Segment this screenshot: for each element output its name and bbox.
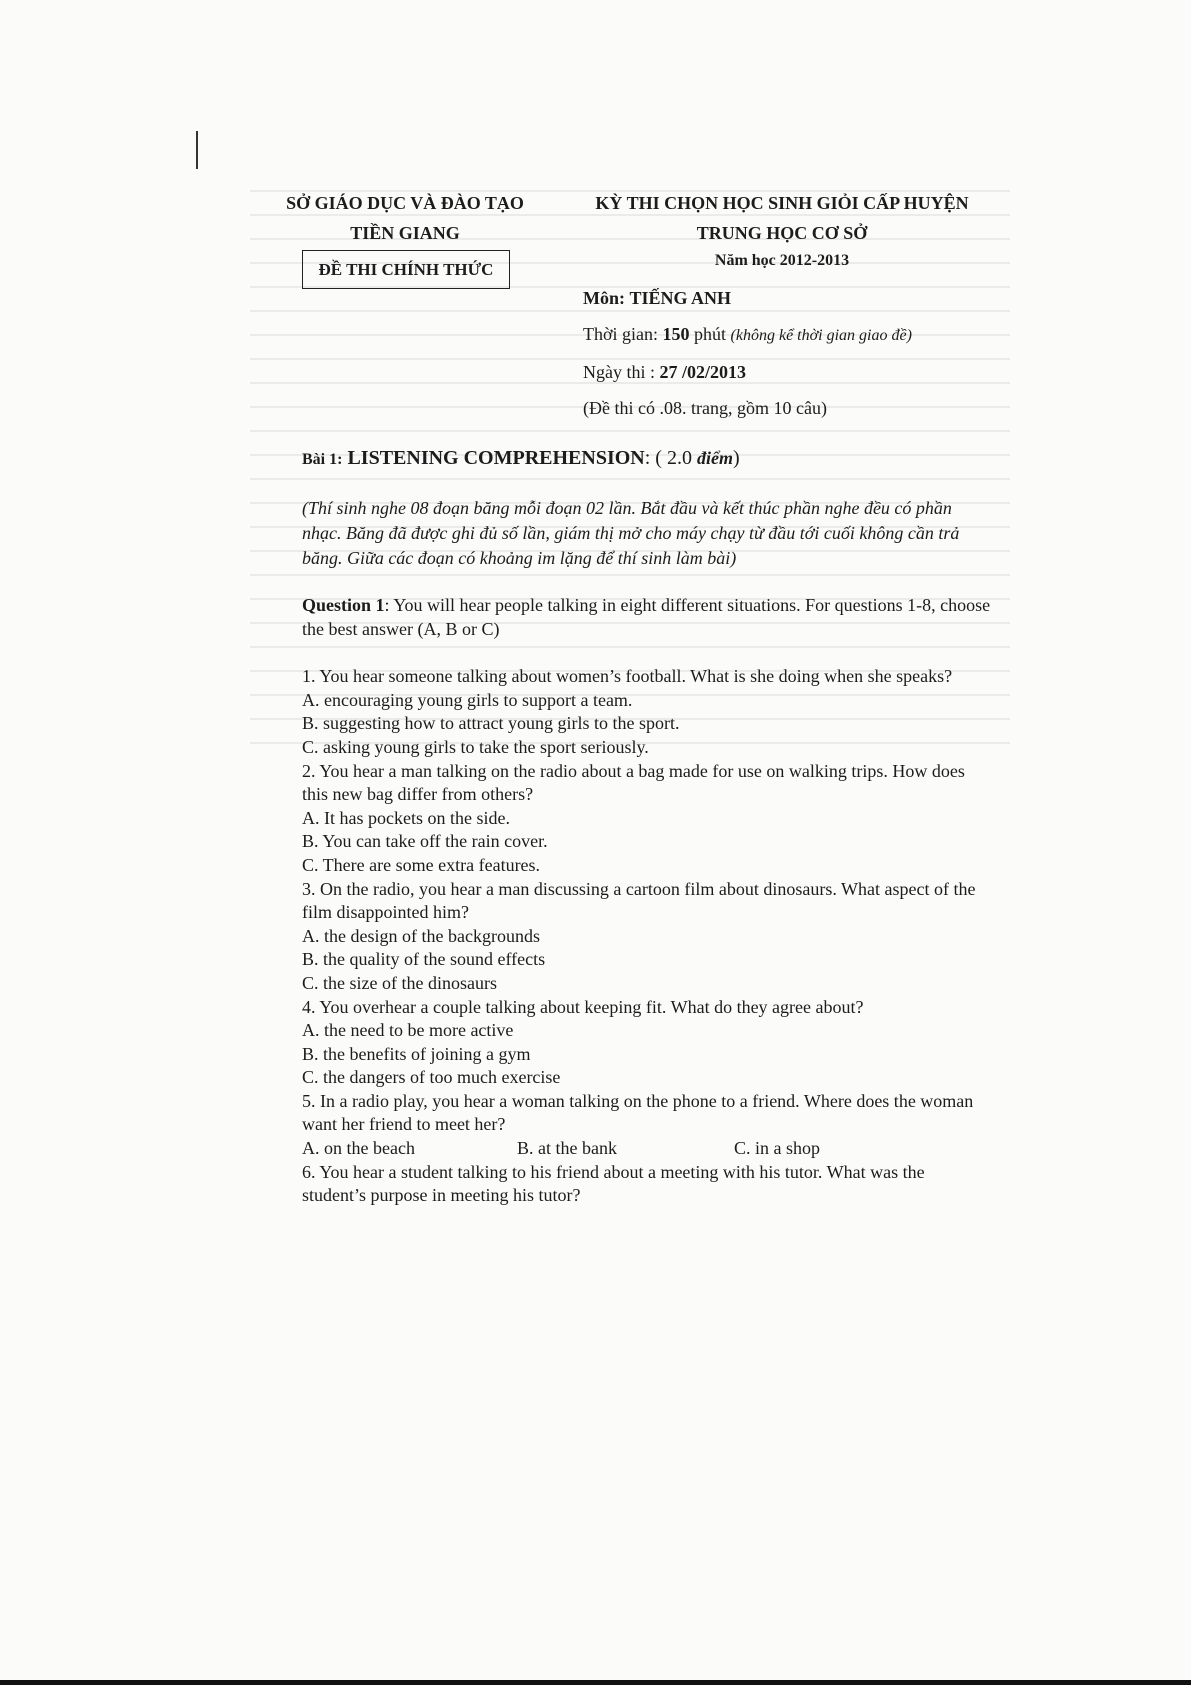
item-3-question: 3. On the radio, you hear a man discussing a cartoon film about dinosaurs. What aspect of the film disappointed him?	[302, 878, 976, 923]
school-year: Năm học 2012-2013	[714, 252, 850, 269]
item-5-question: 5. In a radio play, you hear a woman talking on the phone to a friend. Where does the woman want her friend to meet her?	[302, 1090, 974, 1135]
item-4-question: 4. You overhear a couple talking about keeping fit. What do they agree about?	[302, 996, 864, 1017]
item-1-question: 1. You hear someone talking about women’s football. What is she doing when she speaks?	[302, 666, 953, 687]
question-1-label: Question 1	[302, 595, 385, 615]
item-2-option-b: B. You can take off the rain cover.	[302, 831, 548, 852]
exam-title: KỲ THI CHỌN HỌC SINH GIỎI CẤP HUYỆN	[595, 193, 969, 213]
item-1-option-b: B. suggesting how to attract young girls to the sport.	[302, 713, 680, 734]
time-value: 150	[662, 324, 690, 344]
date-line	[583, 354, 912, 390]
section-points-open: : ( 2.0	[644, 447, 692, 469]
item-1-option-a: A. encouraging young girls to support a team.	[302, 689, 633, 710]
time-line	[583, 316, 912, 354]
department-name: SỞ GIÁO DỤC VÀ ĐÀO TẠO	[286, 193, 524, 213]
section-number: Bài 1:	[302, 451, 343, 468]
department-header	[260, 188, 550, 248]
official-exam-box: ĐỀ THI CHÍNH THỨC	[302, 250, 510, 289]
section-title: LISTENING COMPREHENSION	[347, 447, 645, 469]
pages-note: (Đề thi có .08. trang, gồm 10 câu)	[583, 398, 827, 418]
listening-instructions: (Thí sinh nghe 08 đoạn băng mỗi đoạn 02 lần. Bắt đầu và kết thúc phần nghe đều có phần nhạc. Băng đã được ghi đủ số lần, giám thị mở cho máy chạy từ đầu tới cuối không cần trả băng. Giữa các đoạn có khoảng im lặng để thí sinh làm bài)	[302, 498, 960, 568]
item-3-option-a: A. the design of the backgrounds	[302, 925, 540, 946]
item-3-option-c: C. the size of the dinosaurs	[302, 972, 497, 993]
exam-meta	[583, 280, 912, 426]
section-points-unit: điểm	[696, 448, 733, 468]
subject-line	[583, 280, 912, 316]
questions-body	[302, 594, 992, 1208]
exam-header	[572, 188, 992, 248]
question-1-intro	[302, 594, 992, 641]
item-6-question: 6. You hear a student talking to his friend about a meeting with his tutor. What was the student’s purpose in meeting his tutor?	[302, 1161, 925, 1206]
item-2-option-a: A. It has pockets on the side.	[302, 807, 510, 828]
date-label: Ngày thi :	[583, 362, 655, 382]
date-value: 27 /02/2013	[659, 362, 747, 382]
subject-label: Môn:	[583, 288, 625, 308]
item-3-option-b: B. the quality of the sound effects	[302, 949, 546, 970]
item-2-question: 2. You hear a man talking on the radio about a bag made for use on walking trips. How does this new bag differ from others?	[302, 760, 965, 805]
scan-artifact-line	[196, 131, 198, 169]
exam-level: TRUNG HỌC CƠ SỞ	[696, 223, 868, 243]
item-4-option-b: B. the benefits of joining a gym	[302, 1043, 531, 1064]
item-4-option-c: C. the dangers of too much exercise	[302, 1067, 561, 1088]
item-5-option-a: A. on the beach	[302, 1138, 415, 1159]
section-points-close: )	[732, 447, 740, 469]
scan-bottom-edge	[0, 1680, 1191, 1685]
province-name: TIỀN GIANG	[350, 223, 460, 243]
item-5-option-c: C. in a shop	[734, 1138, 821, 1159]
subject-value: TIẾNG ANH	[629, 288, 732, 308]
time-unit: phút	[694, 324, 727, 344]
section-heading	[302, 447, 740, 470]
item-5-options	[302, 1137, 992, 1161]
time-note: (không kể thời gian giao đề)	[730, 327, 912, 344]
item-5-option-b: B. at the bank	[517, 1138, 617, 1159]
question-1-text: : You will hear people talking in eight different situations. For questions 1-8, choose the best answer (A, B or C)	[302, 595, 991, 639]
item-4-option-a: A. the need to be more active	[302, 1020, 514, 1041]
item-2-option-c: C. There are some extra features.	[302, 854, 541, 875]
time-label: Thời gian:	[583, 324, 659, 344]
item-1-option-c: C. asking young girls to take the sport seriously.	[302, 736, 649, 757]
